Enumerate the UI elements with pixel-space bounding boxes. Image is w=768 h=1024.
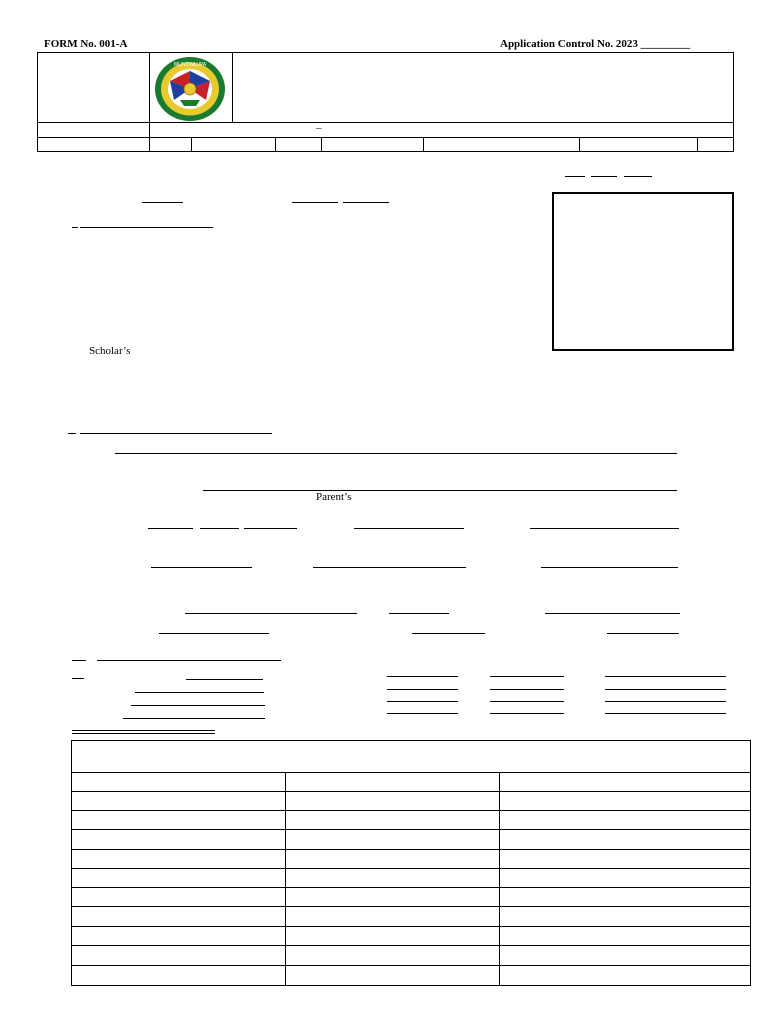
field-blank[interactable] <box>131 705 265 706</box>
bottom-table <box>71 740 751 986</box>
header-table-cell <box>275 137 276 152</box>
section-heading-underline <box>97 660 281 661</box>
field-blank[interactable] <box>490 701 564 702</box>
section-marker <box>72 227 78 228</box>
field-blank[interactable] <box>387 689 458 690</box>
section-marker <box>68 433 76 434</box>
field-blank[interactable] <box>605 701 726 702</box>
field-blank[interactable] <box>607 633 679 634</box>
field-blank-long[interactable] <box>115 453 677 454</box>
parent-label: Parent’s <box>316 491 352 503</box>
table-row-rule <box>71 926 751 927</box>
table-row-rule <box>71 906 751 907</box>
application-control-number: Application Control No. 2023 _________ <box>500 38 691 50</box>
field-blank[interactable] <box>135 692 264 693</box>
field-blank[interactable] <box>343 202 389 203</box>
table-row-rule <box>71 868 751 869</box>
section-heading-underline <box>72 733 215 734</box>
header-table-rule <box>37 122 734 123</box>
field-blank[interactable] <box>605 689 726 690</box>
svg-text:MUNTINLUPA: MUNTINLUPA <box>173 62 207 68</box>
table-row-rule <box>71 965 751 966</box>
section-heading-underline <box>72 730 215 731</box>
field-blank[interactable] <box>545 613 680 614</box>
table-row-rule <box>71 810 751 811</box>
field-blank[interactable] <box>354 528 464 529</box>
header-table-cell <box>579 137 580 152</box>
field-blank[interactable] <box>490 689 564 690</box>
city-seal-logo <box>154 56 226 122</box>
table-row-rule <box>71 945 751 946</box>
field-blank[interactable] <box>387 676 458 677</box>
field-blank[interactable] <box>186 679 263 680</box>
table-column-rule <box>499 772 500 986</box>
field-blank[interactable] <box>605 676 726 677</box>
field-blank[interactable] <box>490 676 564 677</box>
table-row-rule <box>71 849 751 850</box>
date-blank-day[interactable] <box>591 176 617 177</box>
header-table-cell <box>423 137 424 152</box>
field-blank[interactable] <box>387 713 458 714</box>
photo-box <box>552 192 734 351</box>
table-row-rule <box>71 772 751 773</box>
header-table-cell <box>321 137 322 152</box>
table-row-rule <box>71 829 751 830</box>
field-blank[interactable] <box>244 528 297 529</box>
header-table-cell <box>191 137 192 152</box>
field-blank[interactable] <box>541 567 678 568</box>
scholar-label: Scholar’s <box>89 345 131 357</box>
field-blank-long[interactable] <box>203 490 677 491</box>
header-table-rule <box>37 137 734 138</box>
field-blank[interactable] <box>200 528 239 529</box>
field-blank[interactable] <box>142 202 183 203</box>
header-table-divider <box>232 52 233 123</box>
table-column-rule <box>285 772 286 986</box>
field-blank[interactable] <box>387 701 458 702</box>
table-row-rule <box>71 887 751 888</box>
date-blank-year[interactable] <box>624 176 652 177</box>
field-blank[interactable] <box>412 633 485 634</box>
section-heading-underline <box>80 433 272 434</box>
field-blank[interactable] <box>490 713 564 714</box>
field-blank[interactable] <box>185 613 357 614</box>
section-heading-underline <box>80 227 213 228</box>
section-marker <box>72 678 84 679</box>
field-blank[interactable] <box>292 202 338 203</box>
field-blank[interactable] <box>530 528 679 529</box>
header-table-cell <box>697 137 698 152</box>
field-blank[interactable] <box>313 567 466 568</box>
field-blank[interactable] <box>159 633 269 634</box>
field-blank[interactable] <box>389 613 449 614</box>
field-blank[interactable] <box>605 713 726 714</box>
form-number: FORM No. 001-A <box>44 38 128 50</box>
field-blank[interactable] <box>148 528 193 529</box>
table-row-rule <box>71 791 751 792</box>
date-blank-month[interactable] <box>565 176 585 177</box>
field-blank[interactable] <box>151 567 252 568</box>
dash-mark: – <box>316 122 322 134</box>
section-marker <box>72 660 86 661</box>
field-blank[interactable] <box>123 718 265 719</box>
